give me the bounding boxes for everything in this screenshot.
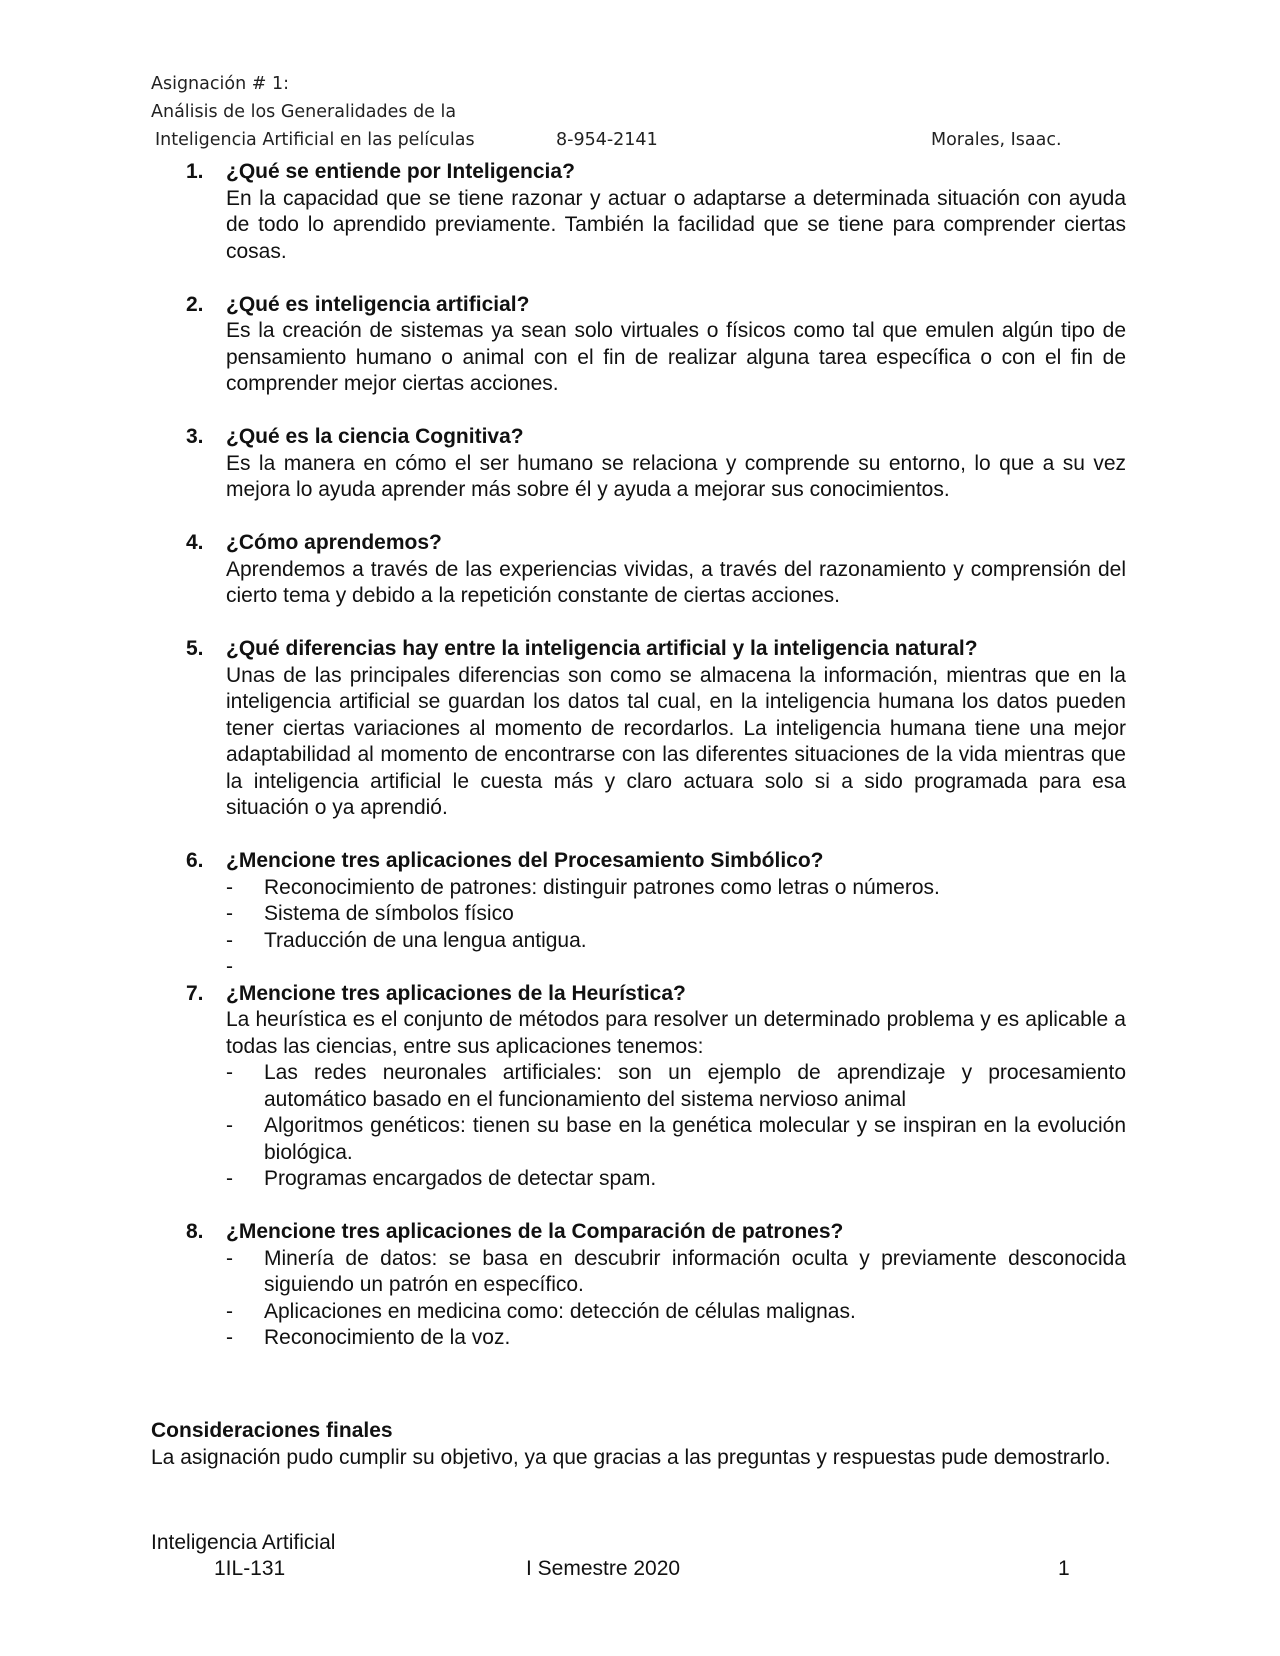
bullet-item bbox=[226, 1246, 1126, 1299]
question-answer: La heurística es el conjunto de métodos para resolver un determinado problema y es aplicable a todas las ciencias, entre sus aplicaciones tenemos: bbox=[226, 1008, 1126, 1058]
final-text: La asignación pudo cumplir su objetivo, ya que gracias a las preguntas y respuestas pude demostrarlo. bbox=[151, 1445, 1111, 1469]
footer-semester: I Semestre 2020 bbox=[526, 1557, 681, 1580]
question-item bbox=[186, 159, 1126, 265]
question-answer: Aprendemos a través de las experiencias vividas, a través del razonamiento y comprensión del cierto tema y debido a la repetición constante de ciertas acciones. bbox=[226, 557, 1126, 607]
question-number: 4. bbox=[186, 531, 204, 554]
paragraph-spacer bbox=[186, 610, 1126, 637]
question-number: 8. bbox=[186, 1220, 204, 1243]
question-body bbox=[226, 530, 1126, 610]
bullet-text: Reconocimiento de la voz. bbox=[264, 1326, 511, 1349]
bullet-dash: - bbox=[226, 1167, 233, 1190]
question-number: 7. bbox=[186, 981, 204, 1005]
bullet-item bbox=[226, 1060, 1126, 1113]
question-body bbox=[226, 1219, 1126, 1352]
question-answer: Unas de las principales diferencias son como se almacena la información, mientras que en la inteligencia artificial se guardan los datos tal cual, en la inteligencia humana los datos pueden tener ciertas variaciones al momento de recordarlos. La inteligencia humana tiene una mejor adaptabilidad al momento de encontrarse con las diferentes situaciones de la vida mientras que la inteligencia artificial le cuesta más y claro actuara solo si a sido programada para esa situación o ya aprendió. bbox=[226, 663, 1126, 819]
header-topic-cont: Inteligencia Artificial en las películas bbox=[155, 130, 475, 150]
bullet-text: Programas encargados de detectar spam. bbox=[264, 1167, 657, 1190]
paragraph-spacer bbox=[186, 1193, 1126, 1220]
paragraph-spacer bbox=[186, 398, 1126, 425]
paragraph-spacer bbox=[186, 822, 1126, 849]
bullet-text: Sistema de símbolos físico bbox=[264, 902, 514, 925]
question-answer: Es la manera en cómo el ser humano se relaciona y comprende su entorno, lo que a su vez mejora lo ayuda aprender más sobre él y ayuda a mejorar sus conocimientos. bbox=[226, 451, 1126, 501]
question-body bbox=[226, 424, 1126, 504]
question-body bbox=[226, 292, 1126, 398]
header-assignment: Asignación # 1: bbox=[151, 74, 289, 94]
question-title: ¿Qué es la ciencia Cognitiva? bbox=[226, 425, 524, 448]
bullet-text: Algoritmos genéticos: tienen su base en la genética molecular y se inspiran en la evolución biológica. bbox=[264, 1114, 1126, 1164]
bullet-item bbox=[226, 901, 1126, 928]
question-item bbox=[186, 848, 1126, 981]
question-number: 1. bbox=[186, 160, 204, 183]
question-title: ¿Mencione tres aplicaciones de la Comparación de patrones? bbox=[226, 1220, 844, 1243]
question-item bbox=[186, 981, 1126, 1193]
footer-code: 1IL-131 bbox=[214, 1557, 286, 1580]
question-item bbox=[186, 530, 1126, 610]
bullet-item bbox=[226, 1113, 1126, 1166]
header-id-number: 8-954-2141 bbox=[556, 130, 658, 150]
bullet-dash: - bbox=[226, 1114, 233, 1137]
page-number: 1 bbox=[1058, 1557, 1070, 1580]
header-topic: Análisis de los Generalidades de la bbox=[151, 102, 457, 122]
bullet-item bbox=[226, 875, 1126, 902]
bullet-dash: - bbox=[226, 902, 233, 925]
question-answer: Es la creación de sistemas ya sean solo virtuales o físicos como tal que emulen algún tipo de pensamiento humano o animal con el fin de realizar alguna tarea específica o con el fin de comprender mejor ciertas acciones. bbox=[226, 319, 1126, 395]
question-item bbox=[186, 1219, 1126, 1352]
bullet-dash: - bbox=[226, 928, 233, 952]
header-author: Morales, Isaac. bbox=[931, 130, 1062, 150]
bullet-item bbox=[226, 928, 1126, 955]
bullet-item bbox=[226, 1299, 1126, 1326]
question-title: ¿Qué diferencias hay entre la inteligencia artificial y la inteligencia natural? bbox=[226, 637, 978, 660]
question-title: ¿Qué es inteligencia artificial? bbox=[226, 292, 530, 316]
question-title: ¿Cómo aprendemos? bbox=[226, 531, 442, 554]
question-body bbox=[226, 159, 1126, 265]
paragraph-spacer bbox=[186, 265, 1126, 292]
question-answer: En la capacidad que se tiene razonar y actuar o adaptarse a determinada situación con ayuda de todo lo aprendido previamente. También la facilidad que se tiene para comprender ciertas cosas. bbox=[226, 186, 1126, 263]
question-number: 5. bbox=[186, 637, 204, 660]
question-list bbox=[186, 159, 1126, 1352]
bullet-dash: - bbox=[226, 1061, 233, 1084]
bullet-dash: - bbox=[226, 1326, 233, 1349]
bullet-text bbox=[264, 954, 1126, 981]
bullet-item bbox=[226, 954, 1126, 981]
bullet-dash: - bbox=[226, 1299, 233, 1323]
bullet-dash: - bbox=[226, 955, 233, 978]
bullet-dash: - bbox=[226, 875, 233, 899]
question-body bbox=[226, 636, 1126, 822]
question-body bbox=[226, 848, 1126, 981]
question-body bbox=[226, 981, 1126, 1193]
question-item bbox=[186, 424, 1126, 504]
question-number: 6. bbox=[186, 849, 204, 872]
question-number: 3. bbox=[186, 425, 204, 448]
question-title: ¿Mencione tres aplicaciones de la Heurística? bbox=[226, 981, 686, 1005]
bullet-dash: - bbox=[226, 1246, 233, 1270]
question-item bbox=[186, 292, 1126, 398]
footer-course: Inteligencia Artificial bbox=[151, 1531, 336, 1554]
bullet-text: Las redes neuronales artificiales: son un ejemplo de aprendizaje y procesamiento automático basado en el funcionamiento del sistema nervioso animal bbox=[264, 1061, 1126, 1111]
bullet-text: Reconocimiento de patrones: distinguir patrones como letras o números. bbox=[264, 875, 940, 899]
final-considerations bbox=[151, 1418, 1126, 1471]
question-title: ¿Qué se entiende por Inteligencia? bbox=[226, 160, 575, 183]
bullet-item bbox=[226, 1325, 1126, 1352]
question-number: 2. bbox=[186, 292, 204, 316]
final-title: Consideraciones finales bbox=[151, 1419, 393, 1442]
question-item bbox=[186, 636, 1126, 822]
question-title: ¿Mencione tres aplicaciones del Procesamiento Simbólico? bbox=[226, 849, 824, 872]
bullet-text: Traducción de una lengua antigua. bbox=[264, 928, 587, 952]
bullet-text: Minería de datos: se basa en descubrir información oculta y previamente desconocida siguiendo un patrón en específico. bbox=[264, 1246, 1126, 1296]
paragraph-spacer bbox=[186, 504, 1126, 531]
bullet-item bbox=[226, 1166, 1126, 1193]
bullet-text: Aplicaciones en medicina como: detección de células malignas. bbox=[264, 1299, 856, 1323]
